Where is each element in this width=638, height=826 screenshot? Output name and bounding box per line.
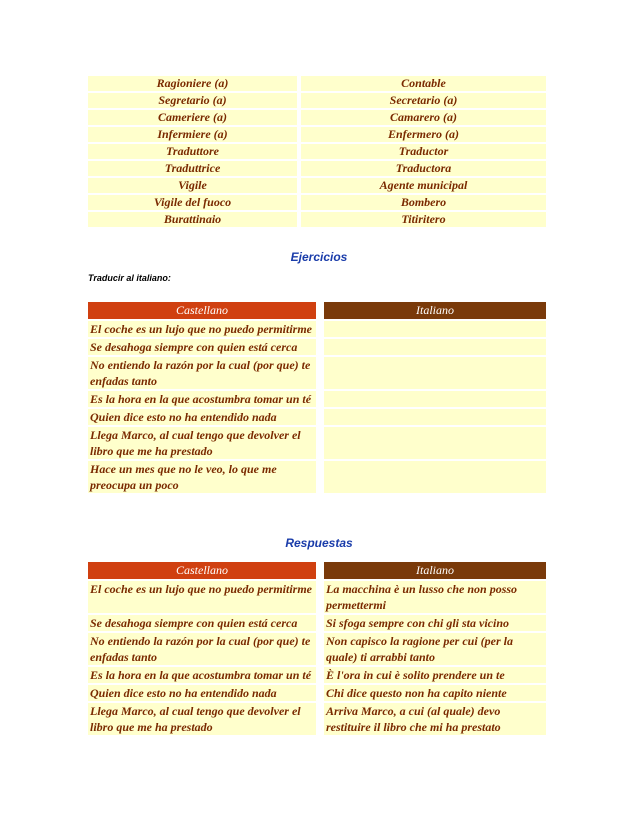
exercise-spanish: No entiendo la razón por la cual (por que) te enfadas tanto — [88, 357, 316, 389]
exercise-spanish: Se desahoga siempre con quien está cerca — [88, 339, 316, 355]
vocab-row — [88, 127, 546, 142]
vocab-row — [88, 110, 546, 125]
column-header-italiano: Italiano — [324, 302, 546, 319]
vocab-row — [88, 178, 546, 193]
vocab-spanish: Enfermero (a) — [301, 127, 546, 142]
vocab-spanish: Bombero — [301, 195, 546, 210]
answer-spanish: Llega Marco, al cual tengo que devolver el libro que me ha prestado — [88, 703, 316, 735]
answer-italian: Si sfoga sempre con chi gli sta vicino — [324, 615, 546, 631]
exercise-answer-cell[interactable] — [324, 427, 546, 459]
exercise-spanish: El coche es un lujo que no puedo permitirme — [88, 321, 316, 337]
vocab-italian: Burattinaio — [88, 212, 297, 227]
answer-italian: Non capisco la ragione per cui (per la quale) ti arrabbi tanto — [324, 633, 546, 665]
exercises-heading: Ejercicios — [290, 250, 348, 264]
answer-spanish: Es la hora en la que acostumbra tomar un té — [88, 667, 316, 683]
column-header-castellano: Castellano — [88, 302, 316, 319]
vocab-row — [88, 144, 546, 159]
vocab-row — [88, 212, 546, 227]
answer-row — [88, 667, 546, 683]
answers-header-row — [88, 562, 546, 579]
answer-spanish: El coche es un lujo que no puedo permitirme — [88, 581, 316, 613]
answer-row — [88, 581, 546, 613]
column-header-castellano: Castellano — [88, 562, 316, 579]
exercise-answer-cell[interactable] — [324, 321, 546, 337]
vocab-spanish: Agente municipal — [301, 178, 546, 193]
vocab-italian: Segretario (a) — [88, 93, 297, 108]
answer-italian: La macchina è un lusso che non posso permettermi — [324, 581, 546, 613]
vocab-italian: Vigile del fuoco — [88, 195, 297, 210]
exercise-row — [88, 357, 546, 389]
vocab-spanish: Traductor — [301, 144, 546, 159]
exercise-spanish: Llega Marco, al cual tengo que devolver el libro que me ha prestado — [88, 427, 316, 459]
exercises-body — [88, 321, 546, 493]
exercise-row — [88, 409, 546, 425]
answers-header — [88, 562, 546, 579]
answer-row — [88, 633, 546, 665]
answer-row — [88, 703, 546, 735]
vocab-row — [88, 161, 546, 176]
exercise-answer-cell[interactable] — [324, 357, 546, 389]
exercise-row — [88, 321, 546, 337]
vocab-spanish: Traductora — [301, 161, 546, 176]
vocab-italian: Traduttore — [88, 144, 297, 159]
answer-italian: Chi dice questo non ha capito niente — [324, 685, 546, 701]
exercise-row — [88, 391, 546, 407]
vocab-spanish: Titiritero — [301, 212, 546, 227]
exercise-answer-cell[interactable] — [324, 409, 546, 425]
exercise-row — [88, 339, 546, 355]
vocabulary-table — [88, 74, 546, 229]
vocab-italian: Traduttrice — [88, 161, 297, 176]
answers-body — [88, 581, 546, 735]
answer-row — [88, 615, 546, 631]
vocab-italian: Cameriere (a) — [88, 110, 297, 125]
exercise-spanish: Es la hora en la que acostumbra tomar un té — [88, 391, 316, 407]
vocab-italian: Ragioniere (a) — [88, 76, 297, 91]
answer-row — [88, 685, 546, 701]
exercise-answer-cell[interactable] — [324, 461, 546, 493]
vocab-italian: Infermiere (a) — [88, 127, 297, 142]
answer-spanish: Quien dice esto no ha entendido nada — [88, 685, 316, 701]
column-header-italiano: Italiano — [324, 562, 546, 579]
answer-spanish: Se desahoga siempre con quien está cerca — [88, 615, 316, 631]
exercise-answer-cell[interactable] — [324, 391, 546, 407]
exercise-spanish: Quien dice esto no ha entendido nada — [88, 409, 316, 425]
answers-table — [88, 560, 546, 737]
vocab-spanish: Secretario (a) — [301, 93, 546, 108]
exercise-row — [88, 427, 546, 459]
vocab-italian: Vigile — [88, 178, 297, 193]
answer-italian: Arriva Marco, a cui (al quale) devo restituire il libro che mi ha prestato — [324, 703, 546, 735]
vocab-spanish: Contable — [301, 76, 546, 91]
exercise-spanish: Hace un mes que no le veo, lo que me preocupa un poco — [88, 461, 316, 493]
exercises-table — [88, 300, 546, 495]
vocabulary-body — [88, 76, 546, 227]
exercises-header — [88, 302, 546, 319]
answers-heading: Respuestas — [285, 536, 353, 550]
exercise-answer-cell[interactable] — [324, 339, 546, 355]
vocab-spanish: Camarero (a) — [301, 110, 546, 125]
answer-spanish: No entiendo la razón por la cual (por que) te enfadas tanto — [88, 633, 316, 665]
answer-italian: È l'ora in cui è solito prendere un te — [324, 667, 546, 683]
vocab-row — [88, 93, 546, 108]
exercise-row — [88, 461, 546, 493]
vocab-row — [88, 195, 546, 210]
exercises-instruction: Traducir al italiano: — [88, 273, 171, 283]
exercises-header-row — [88, 302, 546, 319]
vocab-row — [88, 76, 546, 91]
